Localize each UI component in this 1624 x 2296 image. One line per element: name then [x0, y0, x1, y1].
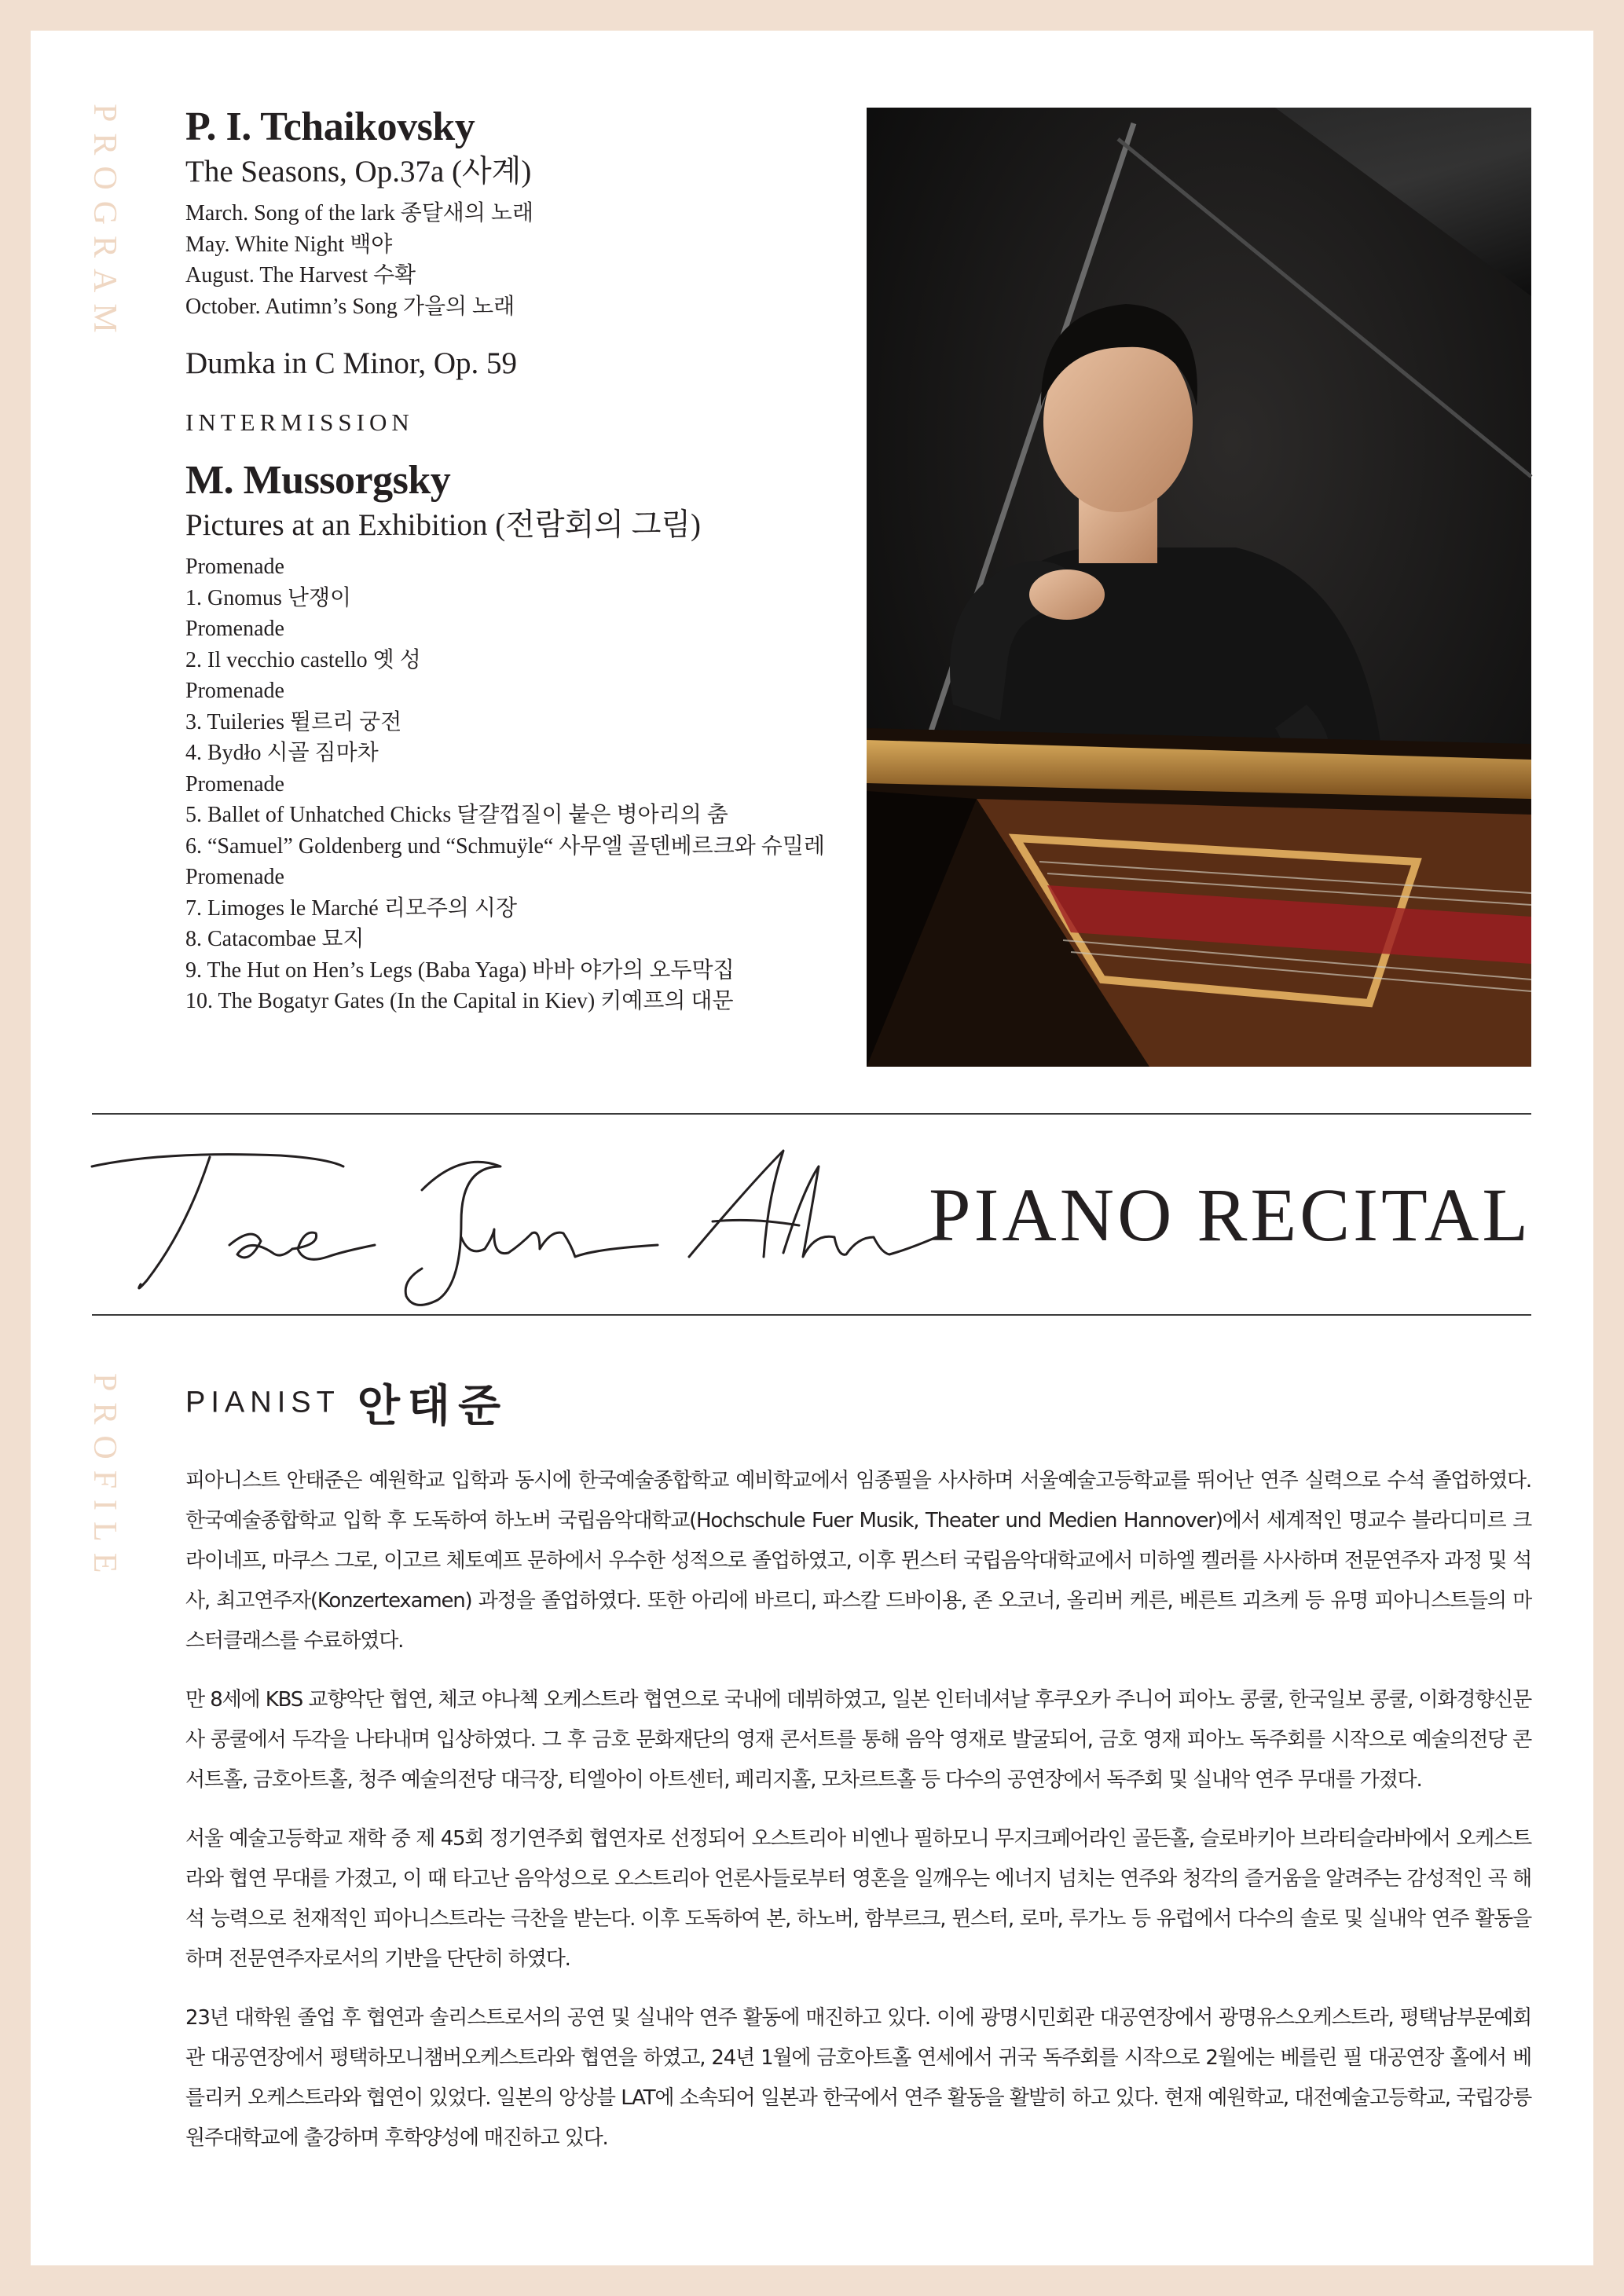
profile-text [185, 1461, 1531, 2177]
recital-title [92, 1119, 1531, 1308]
profile-side-label: PROFILE [86, 1373, 123, 1584]
pianist-photo [867, 108, 1531, 1067]
piano-recital-heading: PIANO RECITAL [929, 1173, 1531, 1257]
work-pictures-at-an-exhibition: Pictures at an Exhibition (전람회의 그림) [185, 508, 702, 542]
title-bottom-rule [92, 1314, 1531, 1316]
movement: 1. Gnomus 난쟁이 [185, 585, 352, 610]
composer-tchaikovsky: P. I. Tchaikovsky [185, 104, 475, 149]
movement: 7. Limoges le Marché 리모주의 시장 [185, 895, 517, 921]
script-name-signature [92, 1119, 940, 1308]
movement: May. White Night 백야 [185, 232, 393, 257]
movement: Promenade [185, 679, 284, 703]
movement: 3. Tuileries 뛸르리 궁전 [185, 709, 402, 734]
movement: March. Song of the lark 종달새의 노래 [185, 201, 533, 225]
composer-mussorgsky: M. Mussorgsky [185, 458, 451, 503]
pianist-name: 안태준 [357, 1381, 509, 1432]
pianist-label: PIANIST [185, 1386, 340, 1419]
movement: Promenade [185, 617, 284, 641]
movement: 2. Il vecchio castello 옛 성 [185, 647, 421, 672]
movement: 10. The Bogatyr Gates (In the Capital in Kiev) 키예프의 대문 [185, 989, 734, 1013]
movement: 9. The Hut on Hen’s Legs (Baba Yaga) 바바 야가의 오두막집 [185, 958, 735, 983]
movement: Promenade [185, 865, 284, 889]
movement: October. Autimn’s Song 가을의 노래 [185, 294, 515, 319]
movement: Promenade [185, 771, 284, 796]
profile-paragraph: 23년 대학원 졸업 후 협연과 솔리스트로서의 공연 및 실내악 연주 활동에 매진하고 있다. 이에 광명시민회관 대공연장에서 광명유스오케스트라, 평택남부문예회관 대공연장에서 평택하모니챔버오케스트라와 협연을 하였고, 24년 1월에 금호아트홀 연세에서 귀국 독주회를 시작으로 2월에는 베를린 필 대공연장 홀에서 베를리커 오케스트라와 협연이 있었다. 일본의 앙상블 LAT에 소속되어 일본과 한국에서 연주 활동을 활발히 하고 있다. 현재 예원학교, 대전예술고등학교, 국립강릉원주대학교에 출강하며 후학양성에 매진하고 있다. [185, 2006, 1531, 2150]
program-side-label: PROGRAM [86, 104, 123, 344]
work-the-seasons: The Seasons, Op.37a (사계) [185, 155, 532, 189]
profile-paragraph: 서울 예술고등학교 재학 중 제 45회 정기연주회 협연자로 선정되어 오스트리아 비엔나 필하모니 무지크페어라인 골든홀, 슬로바키아 브라티슬라바에서 오케스트라와 협연 무대를 가졌고, 이 때 타고난 음악성으로 오스트리아 언론사들로부터 영혼을 일깨우는 에너지 넘치는 연주와 청각의 즐거움을 알려주는 감성적인 곡 해석 능력으로 천재적인 피아니스트라는 극찬을 받는다. 이후 도독하여 본, 하노버, 함부르크, 뮌스터, 로마, 루가노 등 유럽에서 다수의 솔로 및 실내악 연주 활동을 하며 전문연주자로서의 기반을 단단히 하였다. [185, 1827, 1531, 1971]
profile-paragraph: 만 8세에 KBS 교향악단 협연, 체코 야나첵 오케스트라 협연으로 국내에 데뷔하였고, 일본 인터네셔날 후쿠오카 주니어 피아노 콩쿨, 한국일보 콩쿨, 이화경향신문사 콩쿨에서 두각을 나타내며 입상하였다. 그 후 금호 문화재단의 영재 콘서트를 통해 음악 영재로 발굴되어, 금호 영재 피아노 독주회를 시작으로 예술의전당 콘서트홀, 금호아트홀, 청주 예술의전당 대극장, 티엘아이 아트센터, 페리지홀, 모차르트홀 등 다수의 공연장에서 독주회 및 실내악 연주 무대를 가졌다. [185, 1688, 1531, 1792]
pianist-heading [185, 1371, 508, 1434]
movement: 4. Bydło 시골 짐마차 [185, 741, 379, 765]
intermission-label: INTERMISSION [185, 408, 414, 436]
movement: 8. Catacombae 묘지 [185, 927, 365, 951]
movement: Promenade [185, 555, 284, 579]
movement: August. The Harvest 수확 [185, 263, 416, 287]
program-list [185, 104, 861, 1017]
movement: 6. “Samuel” Goldenberg und “Schmuÿle“ 사무엘 골덴베르크와 슈밀레 [185, 833, 825, 859]
title-top-rule [92, 1113, 1531, 1115]
work-dumka: Dumka in C Minor, Op. 59 [185, 346, 518, 380]
profile-paragraph: 피아니스트 안태준은 예원학교 입학과 동시에 한국예술종합학교 예비학교에서 임종필을 사사하며 서울예술고등학교를 뛰어난 연주 실력으로 수석 졸업하였다. 한국예술종합학교 입학 후 도독하여 하노버 국립음악대학교(Hochschule Fuer Musik, Theater und Medien Hannover)에서 세계적인 명교수 블라디미르 크라이네프, 마쿠스 그로, 이고르 체토예프 문하에서 우수한 성적으로 졸업하였고, 이후 뮌스터 국립음악대학교에서 미하엘 켈러를 사사하며 전문연주자 과정 및 석사, 최고연주자(Konzertexamen) 과정을 졸업하였다. 또한 아리에 바르디, 파스칼 드바이용, 존 오코너, 올리버 케른, 베른트 괴츠케 등 유명 피아니스트들의 마스터클래스를 수료하였다. [185, 1469, 1531, 1653]
movement: 5. Ballet of Unhatched Chicks 달걀껍질이 붙은 병아리의 춤 [185, 803, 728, 827]
